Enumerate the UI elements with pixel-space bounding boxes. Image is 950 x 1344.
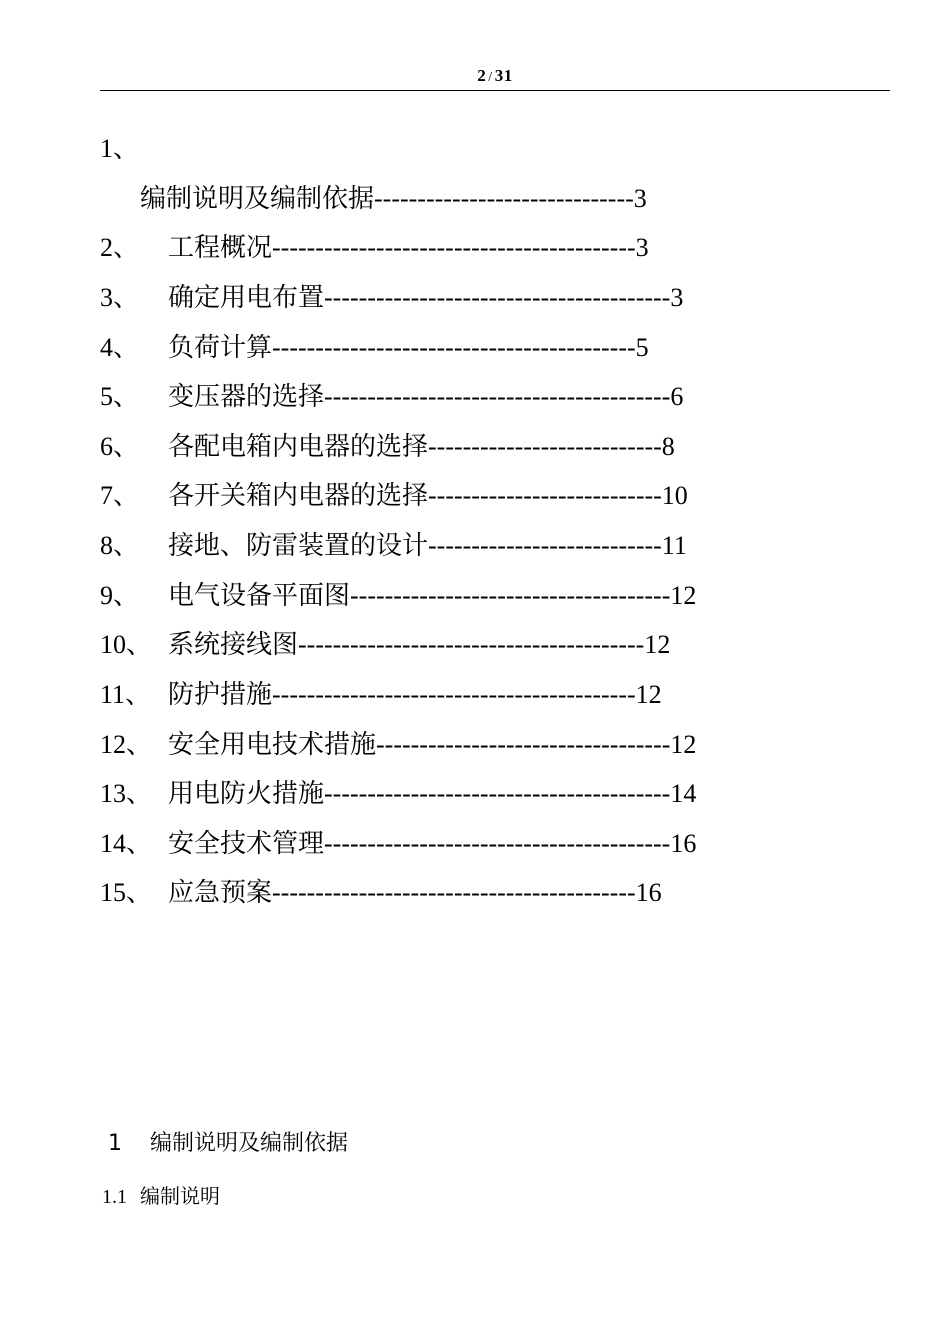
page-number xyxy=(100,66,890,86)
section-title: 编制说明及编制依据 xyxy=(150,1131,349,1156)
toc-item-leader: ---------------------------------------- xyxy=(324,779,671,808)
toc-item-title: 应急预案 xyxy=(168,878,273,907)
page-separator: / xyxy=(488,70,493,85)
toc-item-leader: ------------------------------------------ xyxy=(272,680,636,709)
toc-item-number: 9、 xyxy=(100,581,140,610)
toc-item xyxy=(100,273,683,323)
toc-item-leader: --------------------------- xyxy=(428,432,662,461)
toc-item-leader: ---------------------------------------- xyxy=(298,630,645,659)
toc-item-number: 5、 xyxy=(100,382,140,411)
toc-item-title: 各开关箱内电器的选择 xyxy=(168,481,429,510)
toc-item-number: 1、 xyxy=(100,134,140,163)
toc-item-number: 2、 xyxy=(100,233,140,262)
toc-item-number: 10、 xyxy=(100,630,153,659)
toc-item-page: 6 xyxy=(670,382,684,411)
toc-item-page: 10 xyxy=(661,481,688,510)
toc-item-leader: ---------------------------------- xyxy=(376,730,671,759)
section-number: 1 xyxy=(108,1131,122,1156)
toc-item-page: 8 xyxy=(661,432,675,461)
toc-item xyxy=(140,174,647,224)
toc-item xyxy=(100,769,696,819)
subsection-heading xyxy=(102,1180,220,1209)
toc-item-number: 3、 xyxy=(100,283,140,312)
toc-item xyxy=(100,620,670,670)
toc-item-title: 安全用电技术措施 xyxy=(168,730,377,759)
toc-item-leader: ---------------------------------------- xyxy=(324,382,671,411)
header-rule xyxy=(100,90,890,91)
toc-item-number: 4、 xyxy=(100,333,140,362)
toc-item-title: 防护措施 xyxy=(168,680,273,709)
page-current: 2 xyxy=(477,66,487,85)
toc-item-page: 3 xyxy=(633,184,647,213)
toc-item-number: 6、 xyxy=(100,432,140,461)
toc-item-number: 11、 xyxy=(100,680,152,709)
toc-item-leader: ------------------------------------------ xyxy=(272,878,636,907)
toc-item xyxy=(100,720,696,770)
toc-item xyxy=(100,521,687,571)
page-header xyxy=(100,66,890,92)
section-heading xyxy=(108,1126,348,1157)
toc-item-title: 确定用电布置 xyxy=(168,283,325,312)
toc-item xyxy=(100,471,688,521)
toc-item-page: 16 xyxy=(635,878,662,907)
toc-item-leader: ------------------------------------- xyxy=(350,581,671,610)
subsection-title: 编制说明 xyxy=(140,1186,220,1208)
toc-item-title: 工程概况 xyxy=(168,233,273,262)
toc-item-leader: --------------------------- xyxy=(428,531,662,560)
toc-item-page: 12 xyxy=(635,680,662,709)
toc-item-title: 系统接线图 xyxy=(168,630,299,659)
toc-item-number: 14、 xyxy=(100,829,153,858)
toc-item-title: 各配电箱内电器的选择 xyxy=(168,432,429,461)
toc-item-page: 5 xyxy=(635,333,649,362)
toc-item-page: 11 xyxy=(661,531,687,560)
toc-item-page: 12 xyxy=(670,581,697,610)
toc-item-page: 12 xyxy=(644,630,671,659)
toc-item xyxy=(100,571,696,621)
toc-item-page: 3 xyxy=(670,283,684,312)
toc-item xyxy=(100,819,696,869)
toc-item-number: 8、 xyxy=(100,531,140,560)
toc-item-leader: ---------------------------------------- xyxy=(324,829,671,858)
toc-item-page: 12 xyxy=(670,730,697,759)
toc-item-page: 16 xyxy=(670,829,697,858)
toc-item xyxy=(100,670,662,720)
toc-item xyxy=(100,223,649,273)
toc-item-title: 接地、防雷装置的设计 xyxy=(168,531,429,560)
toc-item xyxy=(100,422,675,472)
toc-item xyxy=(100,868,662,918)
toc-item-title: 变压器的选择 xyxy=(168,382,325,411)
toc-item-title: 负荷计算 xyxy=(168,333,273,362)
toc-item-number: 12、 xyxy=(100,730,153,759)
toc-item-number: 15、 xyxy=(100,878,153,907)
toc-item-leader: ------------------------------ xyxy=(374,184,634,213)
toc-item-title: 用电防火措施 xyxy=(168,779,325,808)
toc-item-page: 3 xyxy=(635,233,649,262)
toc-item xyxy=(100,124,168,174)
page-total: 31 xyxy=(494,66,513,85)
toc-item-leader: ------------------------------------------ xyxy=(272,233,636,262)
toc-item-title: 电气设备平面图 xyxy=(168,581,351,610)
toc-item-title: 编制说明及编制依据 xyxy=(140,184,375,213)
toc-item-number: 7、 xyxy=(100,481,140,510)
toc-item-page: 14 xyxy=(670,779,697,808)
toc-item-leader: ------------------------------------------ xyxy=(272,333,636,362)
toc-item-leader: ---------------------------------------- xyxy=(324,283,671,312)
toc-item xyxy=(100,372,683,422)
toc-item-leader: --------------------------- xyxy=(428,481,662,510)
toc-item xyxy=(100,323,649,373)
toc-item-number: 13、 xyxy=(100,779,153,808)
toc-item-title: 安全技术管理 xyxy=(168,829,325,858)
subsection-number: 1.1 xyxy=(102,1186,127,1208)
